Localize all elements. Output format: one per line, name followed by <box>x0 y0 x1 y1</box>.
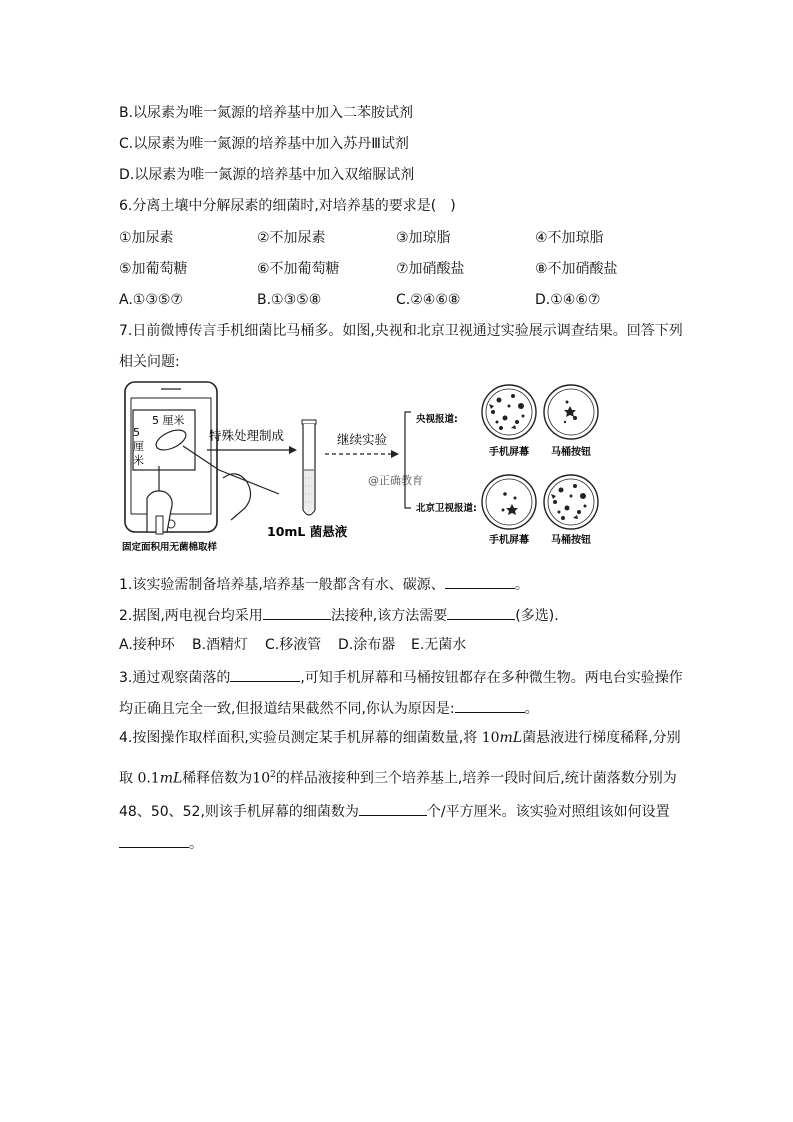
dish-btv-toilet <box>544 475 598 529</box>
q7-sub2-option-a: A.接种环 <box>119 637 175 653</box>
answer-blank-3[interactable] <box>447 605 515 620</box>
dish-btv-phone <box>482 475 536 529</box>
q7-sub2-option-d: D.涂布器 <box>338 637 396 653</box>
q6-item-3: ③加琼脂 <box>396 230 451 246</box>
q7-sub3-line1 <box>119 667 683 687</box>
q7-stem-1: 7.日前微博传言手机细菌比马桶多。如图,央视和北京卫视通过实验展示调查结果。回答下列 <box>119 323 683 339</box>
size-side-label-2: 厘 <box>133 440 144 453</box>
test-tube <box>302 420 316 515</box>
answer-blank-2[interactable] <box>263 605 331 620</box>
q7-sub2-option-b: B.酒精灯 <box>192 637 249 653</box>
q6-stem: 6.分离土壤中分解尿素的细菌时,对培养基的要求是( ) <box>119 198 456 214</box>
q6-item-8: ⑧不加硝酸盐 <box>535 261 618 277</box>
q7-sub2 <box>119 605 559 625</box>
q7-sub4-end: 。 <box>189 836 203 852</box>
q7-sub3-t2: ,可知手机屏幕和马桶按钮都存在多种微生物。两电台实验操作 <box>300 670 683 686</box>
q6-item-6: ⑥不加葡萄糖 <box>257 261 340 277</box>
q7-sub2-t2: 法接种,该方法需要 <box>330 608 448 624</box>
q7-sub4-unit-1: mL <box>499 730 523 746</box>
q6-item-4: ④不加琼脂 <box>535 230 604 246</box>
size-top-label: 5 厘米 <box>152 414 185 427</box>
q6-item-7: ⑦加硝酸盐 <box>396 261 465 277</box>
q6-item-1: ①加尿素 <box>119 230 174 246</box>
q7-sub2-option-e: E.无菌水 <box>411 637 467 653</box>
q7-sub1 <box>119 574 529 594</box>
q6-choice-d: D.①④⑥⑦ <box>535 292 601 308</box>
q7-sub1-text: 1.该实验需制备培养基,培养基一般都含有水、碳源、 <box>119 577 445 593</box>
q7-sub1-end: 。 <box>514 577 529 593</box>
answer-blank-5[interactable] <box>455 698 525 713</box>
q7-sub4-exp: 2 <box>270 770 276 780</box>
watermark: @正确教育 <box>368 474 423 487</box>
size-side-label-3: 米 <box>133 454 144 467</box>
btv-phone-label: 手机屏幕 <box>489 535 529 546</box>
tube-label: 10mL 菌悬液 <box>267 524 348 539</box>
q6-choice-a: A.①③⑤⑦ <box>119 292 183 308</box>
q7-sub4-t7: 个/平方厘米。该实验对照组该如何设置 <box>426 804 670 820</box>
option-c: C.以尿素为唯一氮源的培养基中加入苏丹Ⅲ试剂 <box>119 136 409 152</box>
dish-cctv-toilet <box>544 385 598 439</box>
q6-item-5: ⑤加葡萄糖 <box>119 261 188 277</box>
phone-illustration <box>125 382 279 534</box>
q7-sub4-base: 10 <box>252 770 271 787</box>
q7-sub2-t3: (多选). <box>515 608 559 624</box>
q7-sub4-line2 <box>119 766 677 788</box>
dish-cctv-phone <box>482 385 536 439</box>
answer-blank-7[interactable] <box>119 833 189 848</box>
q6-choice-b: B.①③⑤⑧ <box>257 292 322 308</box>
step1-label: 特殊处理制成 <box>209 428 285 443</box>
q6-choice-c: C.②④⑥⑧ <box>396 292 461 308</box>
q7-sub3-t1: 3.通过观察菌落的 <box>119 670 231 686</box>
experiment-figure <box>119 378 619 556</box>
answer-blank-1[interactable] <box>445 574 515 589</box>
q7-sub3-end: 。 <box>524 701 539 717</box>
swab-caption: 固定面积用无菌棉取样 <box>122 542 218 553</box>
q7-sub4-vol1: 10 <box>481 730 500 746</box>
q7-sub4-t5: 的样品液接种到三个培养基上,培养一段时间后,统计菌落数分别为 <box>275 770 677 787</box>
result-bracket <box>405 412 411 508</box>
btv-label: 北京卫视报道: <box>416 503 477 514</box>
q7-sub4-line3 <box>119 801 670 821</box>
answer-blank-6[interactable] <box>359 801 427 816</box>
q7-sub4-line4 <box>119 833 203 853</box>
option-b: B.以尿素为唯一氮源的培养基中加入二苯胺试剂 <box>119 105 414 121</box>
cctv-label: 央视报道: <box>416 414 458 425</box>
q7-sub4-unit-2: mL <box>159 770 183 787</box>
q7-sub4-t3: 取 <box>119 770 138 787</box>
q7-sub3-t3: 均正确且完全一致,但报道结果截然不同,你认为原因是: <box>119 701 455 717</box>
option-d: D.以尿素为唯一氮源的培养基中加入双缩脲试剂 <box>119 167 415 183</box>
q7-sub4-line1 <box>119 729 681 747</box>
answer-blank-4[interactable] <box>230 667 300 682</box>
q7-sub4-vol2: 0.1 <box>137 770 160 787</box>
q7-stem-2: 相关问题: <box>119 354 180 370</box>
cctv-phone-label: 手机屏幕 <box>489 447 529 458</box>
q7-sub2-t1: 2.据图,两电视台均采用 <box>119 608 263 624</box>
q7-sub3-line2 <box>119 698 539 718</box>
step2-label: 继续实验 <box>337 432 388 447</box>
q7-sub4-t6: 48、50、52,则该手机屏幕的细菌数为 <box>119 804 359 820</box>
q7-sub4-t4: 稀释倍数为 <box>182 770 253 787</box>
cctv-toilet-label: 马桶按钮 <box>551 447 591 458</box>
size-side-label-1: 5 <box>133 426 140 439</box>
btv-toilet-label: 马桶按钮 <box>551 535 591 546</box>
q7-sub2-option-c: C.移液管 <box>265 637 322 653</box>
q7-sub4-t2: 菌悬液进行梯度稀释,分别 <box>522 730 681 746</box>
q6-item-2: ②不加尿素 <box>257 230 326 246</box>
q7-sub4-t1: 4.按图操作取样面积,实验员测定某手机屏幕的细菌数量,将 <box>119 730 482 746</box>
